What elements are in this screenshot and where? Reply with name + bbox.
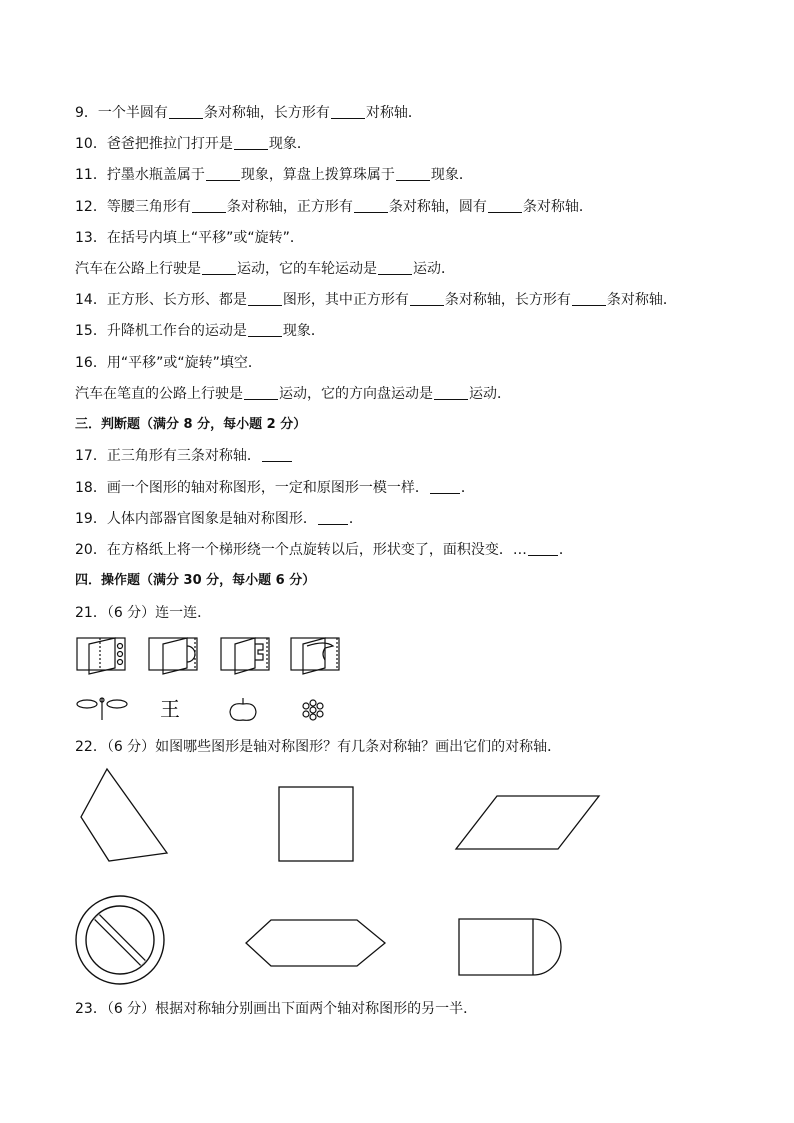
- answer-blank[interactable]: [248, 291, 282, 306]
- section-3-heading: 三．判断题（满分 8 分，每小题 2 分）: [75, 417, 307, 432]
- question-12: 12．等腰三角形有 条对称轴，正方形有 条对称轴，圆有 条对称轴．: [75, 199, 593, 215]
- answer-blank[interactable]: [331, 104, 365, 119]
- answer-blank[interactable]: [528, 541, 558, 556]
- answer-blank[interactable]: [354, 198, 388, 213]
- question-16: 16．用“平移”或“旋转”填空．: [75, 355, 262, 371]
- folded-paper-1: [77, 638, 125, 674]
- section-4-heading: 四．操作题（满分 30 分，每小题 6 分）: [75, 573, 316, 588]
- rectangle-semicircle-shape: [459, 919, 561, 975]
- hexagon-shape: [246, 920, 385, 966]
- question-15: 15．升降机工作台的运动是 现象．: [75, 323, 325, 339]
- quadrilateral-shape: [81, 769, 167, 861]
- dragonfly-shape: [77, 698, 127, 720]
- question-11: 11．拧墨水瓶盖属于 现象，算盘上拨算珠属于 现象．: [75, 167, 473, 183]
- question-22: 22．（6 分）如图哪些图形是轴对称图形？有几条对称轴？画出它们的对称轴．: [75, 739, 562, 755]
- question-10: 10．爸爸把推拉门打开是 现象．: [75, 136, 311, 152]
- cutout-shapes: [75, 694, 345, 726]
- folded-paper-3: [221, 638, 269, 674]
- apple-shape: [230, 698, 256, 720]
- answer-blank[interactable]: [192, 198, 226, 213]
- answer-blank[interactable]: [378, 260, 412, 275]
- question-21: 21．（6 分）连一连．: [75, 605, 212, 621]
- q22-shapes-row-2: [75, 892, 605, 992]
- question-19: 19．人体内部器官图象是轴对称图形． ．: [75, 511, 363, 527]
- question-9: 9．一个半圆有 条对称轴，长方形有 对称轴．: [75, 105, 422, 121]
- answer-blank[interactable]: [318, 510, 348, 525]
- answer-blank[interactable]: [248, 322, 282, 337]
- folded-paper-figures: [75, 634, 345, 676]
- question-16-sentence: 汽车在笔直的公路上行驶是 运动，它的方向盘运动是 运动．: [75, 386, 511, 402]
- flower-shape: [303, 700, 323, 720]
- question-20: 20．在方格纸上将一个梯形绕一个点旋转以后，形状变了，面积没变．… ．: [75, 542, 573, 558]
- q22-shapes-row-1: [75, 765, 605, 865]
- question-14: 14．正方形、长方形、都是 图形，其中正方形有 条对称轴，长方形有 条对称轴．: [75, 292, 677, 308]
- question-23: 23．（6 分）根据对称轴分别画出下面两个轴对称图形的另一半．: [75, 1001, 478, 1017]
- answer-blank[interactable]: [206, 166, 240, 181]
- answer-blank[interactable]: [262, 447, 292, 462]
- answer-blank[interactable]: [244, 385, 278, 400]
- answer-blank[interactable]: [410, 291, 444, 306]
- prohibition-sign-shape: [76, 896, 164, 984]
- wang-character-shape: 王: [160, 697, 180, 721]
- answer-blank[interactable]: [488, 198, 522, 213]
- question-13: 13．在括号内填上“平移”或“旋转”．: [75, 230, 304, 246]
- answer-blank[interactable]: [234, 135, 268, 150]
- answer-blank[interactable]: [430, 479, 460, 494]
- answer-blank[interactable]: [434, 385, 468, 400]
- parallelogram-shape: [456, 796, 599, 849]
- question-17: 17．正三角形有三条对称轴．: [75, 446, 293, 466]
- answer-blank[interactable]: [202, 260, 236, 275]
- folded-paper-2: [149, 638, 197, 674]
- answer-blank[interactable]: [169, 104, 203, 119]
- question-13-sentence: 汽车在公路上行驶是 运动，它的车轮运动是 运动．: [75, 261, 455, 277]
- folded-paper-4: [291, 638, 339, 674]
- question-18: 18．画一个图形的轴对称图形，一定和原图形一模一样． ．: [75, 480, 475, 496]
- answer-blank[interactable]: [396, 166, 430, 181]
- answer-blank[interactable]: [572, 291, 606, 306]
- square-shape: [279, 787, 353, 861]
